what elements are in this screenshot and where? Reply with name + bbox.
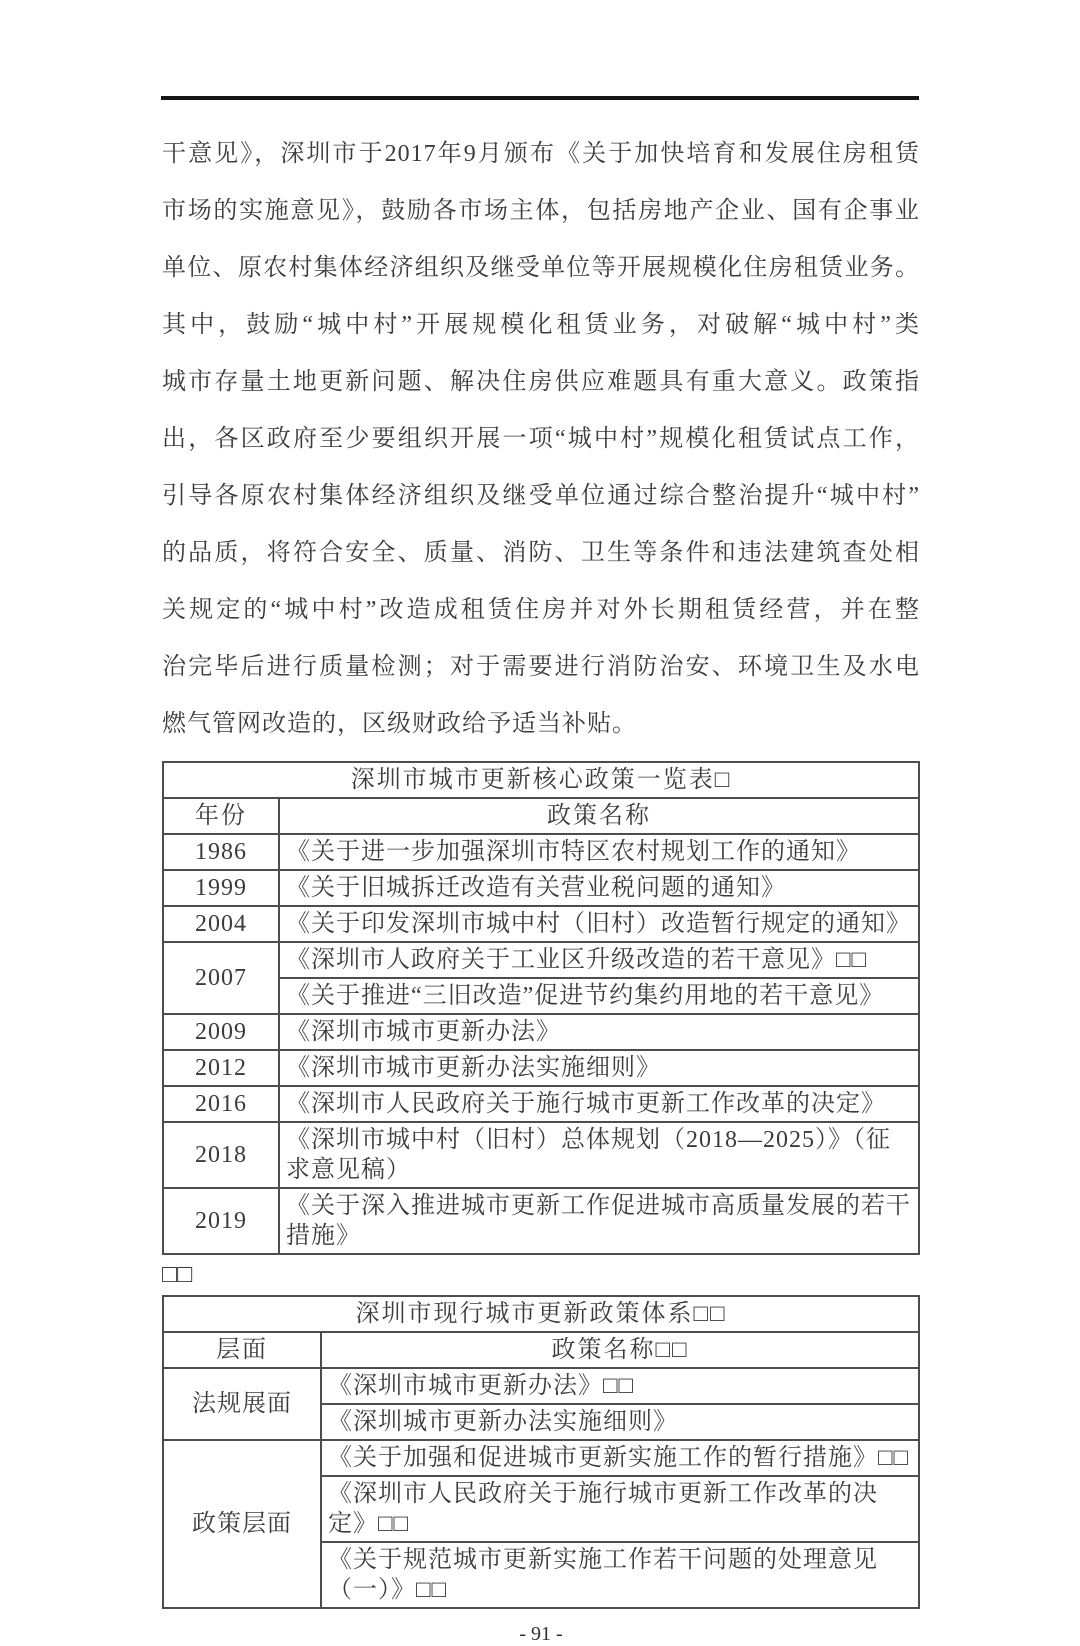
paragraph-line: 引导各原农村集体经济组织及继受单位通过综合整治提升“城中村” (162, 483, 920, 509)
policy-name-header: 政策名称□□ (321, 1332, 919, 1368)
table-row (163, 870, 919, 906)
table-row (163, 906, 919, 942)
year-cell: 1999 (163, 870, 279, 906)
paragraph-line: 燃气管网改造的，区级财政给予适当补贴。 (162, 711, 637, 737)
policy-cell: 《深圳市人民政府关于施行城市更新工作改革的决定》□□ (321, 1476, 919, 1542)
policy-cell: 《关于深入推进城市更新工作促进城市高质量发展的若干措施》 (279, 1188, 919, 1254)
policy-cell: 《深圳市人政府关于工业区升级改造的若干意见》□□ (279, 942, 919, 978)
paragraph-line: 出，各区政府至少要组织开展一项“城中村”规模化租赁试点工作， (162, 426, 920, 452)
stray-boxes-line: □□ (162, 1261, 193, 1288)
year-cell: 1986 (163, 834, 279, 870)
year-header: 年份 (163, 798, 279, 834)
level-cell: 政策层面 (163, 1440, 321, 1608)
header-rule (161, 96, 919, 100)
paragraph-line: 关规定的“城中村”改造成租赁住房并对外长期租赁经营，并在整 (162, 597, 920, 623)
table-title-row (163, 762, 919, 798)
year-cell: 2016 (163, 1086, 279, 1122)
paragraph-line: 城市存量土地更新问题、解决住房供应难题具有重大意义。政策指 (162, 369, 920, 395)
table-header-row (163, 798, 919, 834)
year-cell: 2007 (163, 942, 279, 1014)
policy-cell: 《关于进一步加强深圳市特区农村规划工作的通知》 (279, 834, 919, 870)
paragraph-line: 其中，鼓励“城中村”开展规模化租赁业务，对破解“城中村”类 (162, 312, 920, 338)
policy-cell: 《深圳市城市更新办法》 (279, 1014, 919, 1050)
policy-cell: 《关于推进“三旧改造”促进节约集约用地的若干意见》 (279, 978, 919, 1014)
policy-cell: 《深圳市城中村（旧村）总体规划（2018—2025）》（征求意见稿） (279, 1122, 919, 1188)
policy-cell: 《关于规范城市更新实施工作若干问题的处理意见（一）》□□ (321, 1542, 919, 1608)
table-title: 深圳市城市更新核心政策一览表□ (163, 762, 919, 798)
page-number: - 91 - (519, 1623, 563, 1645)
level-header: 层面 (163, 1332, 321, 1368)
table-row (163, 1086, 919, 1122)
page-content (162, 126, 920, 1646)
policy-cell: 《深圳城市更新办法实施细则》 (321, 1404, 919, 1440)
year-cell: 2009 (163, 1014, 279, 1050)
table-row (163, 1440, 919, 1476)
table-row (163, 1122, 919, 1188)
table-header-row (163, 1332, 919, 1368)
table-row (163, 942, 919, 978)
current-policy-table (162, 1295, 920, 1609)
year-cell: 2012 (163, 1050, 279, 1086)
core-policy-table (162, 761, 920, 1255)
policy-cell: 《深圳市城市更新办法》□□ (321, 1368, 919, 1404)
level-cell: 法规展面 (163, 1368, 321, 1440)
policy-cell: 《关于加强和促进城市更新实施工作的暂行措施》□□ (321, 1440, 919, 1476)
table-row (163, 1050, 919, 1086)
year-cell: 2018 (163, 1122, 279, 1188)
policy-cell: 《关于印发深圳市城中村（旧村）改造暂行规定的通知》 (279, 906, 919, 942)
policy-cell: 《关于旧城拆迁改造有关营业税问题的通知》 (279, 870, 919, 906)
paragraph-line: 单位、原农村集体经济组织及继受单位等开展规模化住房租赁业务。 (162, 255, 920, 281)
paragraph-line: 干意见》，深圳市于2017年9月颁布《关于加快培育和发展住房租赁 (162, 141, 920, 167)
year-cell: 2004 (163, 906, 279, 942)
table-title: 深圳市现行城市更新政策体系□□ (163, 1296, 919, 1332)
table-row (163, 1014, 919, 1050)
table-row (163, 1368, 919, 1404)
table-row (163, 834, 919, 870)
paragraph-line: 治完毕后进行质量检测；对于需要进行消防治安、环境卫生及水电 (162, 654, 920, 680)
body-paragraph (162, 126, 920, 753)
policy-cell: 《深圳市城市更新办法实施细则》 (279, 1050, 919, 1086)
policy-name-header: 政策名称 (279, 798, 919, 834)
paragraph-line: 市场的实施意见》，鼓励各市场主体，包括房地产企业、国有企事业 (162, 198, 920, 224)
table-row (163, 1188, 919, 1254)
year-cell: 2019 (163, 1188, 279, 1254)
paragraph-line: 的品质，将符合安全、质量、消防、卫生等条件和违法建筑查处相 (162, 540, 920, 566)
table-title-row (163, 1296, 919, 1332)
policy-cell: 《深圳市人民政府关于施行城市更新工作改革的决定》 (279, 1086, 919, 1122)
